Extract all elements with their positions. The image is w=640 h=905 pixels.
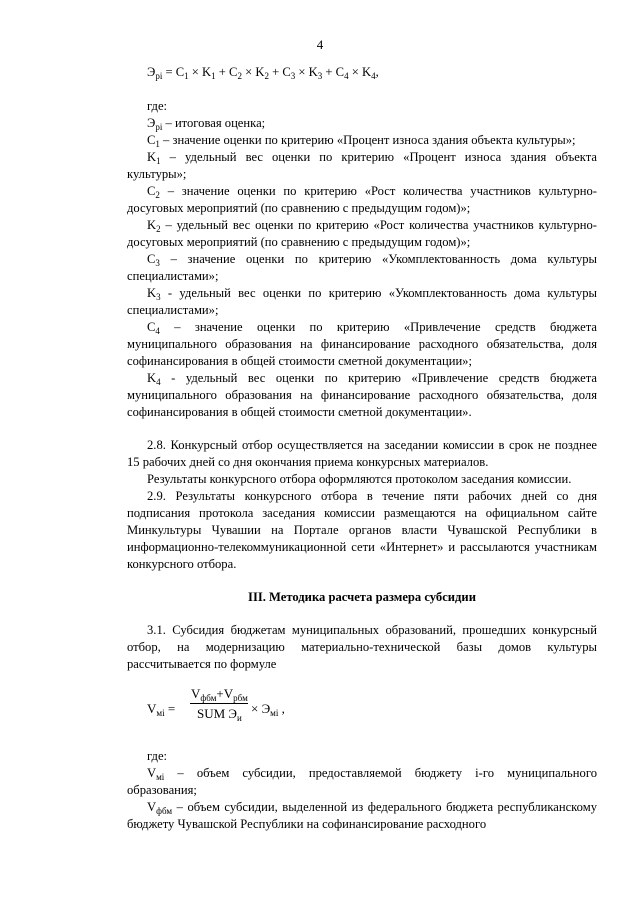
definition-item: $K_2$ – удельный вес оценки по критерию «Рост количества участников культурно-досуговых мероприятий (по сравнению с предыдущим годом)»; xyxy=(127,218,597,249)
definition-item: $C_2$ – значение оценки по критерию «Рост количества участников культурно-досуговых мероприятий (по сравнению с предыдущим годом)»; xyxy=(127,184,597,215)
definition-item: $K_3$ - удельный вес оценки по критерию «Укомплектованность дома культуры специалистами»; xyxy=(127,286,597,317)
formula-fraction xyxy=(189,685,250,722)
formula-numerator: $V_{фбм}+V_{рбм}$ xyxy=(191,686,248,703)
definition-item: $C_1$ – значение оценки по критерию «Процент износа здания объекта культуры»; xyxy=(147,133,576,149)
definition-item: $V_{фбм}$ – объем субсидии, выделенной из федерального бюджета республиканскому бюджету Чувашской Республики на софинансирование расходного xyxy=(127,800,597,831)
paragraph-2-9: 2.9. Результаты конкурсного отбора в течение пяти рабочих дней со дня подписания протокола заседания комиссии размещаются на официальном сайте Минкультуры Чувашии на Портале органов власти Чувашской Республики в информационно-телекоммуникационной сети «Интернет» и рассылаются участникам конкурсного отбора. xyxy=(127,489,597,571)
paragraph-3-1: 3.1. Субсидия бюджетам муниципальных образований, прошедших конкурсный отбор, на модернизацию материально-технической базы домов культуры рассчитывается по формуле xyxy=(127,623,597,671)
where-label: где: xyxy=(147,99,168,113)
formula-rhs: × $Э_{мi}$ , xyxy=(251,701,285,718)
definition-item: $K_1$ – удельный вес оценки по критерию «Процент износа здания объекта культуры»; xyxy=(127,150,597,181)
definition-item: $C_4$ – значение оценки по критерию «Привлечение средств бюджета муниципального образования на финансирование расходного обязательства, доля софинансирования в общей стоимости сметной документации»; xyxy=(127,320,597,368)
where-label-2: где: xyxy=(147,749,168,763)
section-heading: III. Методика расчета размера субсидии xyxy=(248,590,476,604)
definition-item: $Э_{рi}$ – итоговая оценка; xyxy=(147,116,266,132)
document-body xyxy=(127,56,597,833)
formula-lhs: $V_{мi}$ = xyxy=(147,701,176,718)
formula-denominator: SUM $Э_и$ xyxy=(197,706,242,723)
definition-item: $V_{мi}$ – объем субсидии, предоставляемой бюджету i-го муниципального образования; xyxy=(127,766,597,797)
definition-item: $C_3$ – значение оценки по критерию «Укомплектованность дома культуры специалистами»; xyxy=(127,252,597,283)
page-number: 4 xyxy=(316,37,324,52)
subsidy-formula xyxy=(147,685,597,731)
total-score-equation: $Э_{рi} = C_1 \times K_1 + C_2 \times K_2 + C_3 \times K_3 + C_4 \times K_4$, xyxy=(147,65,379,81)
definition-item: $K_4$ - удельный вес оценки по критерию «Привлечение средств бюджета муниципального образования на финансирование расходного обязательства, доля софинансирования в общей стоимости сметной документации». xyxy=(127,371,597,419)
paragraph-2-8: 2.8. Конкурсный отбор осуществляется на заседании комиссии в срок не позднее 15 рабочих дней со дня окончания приема конкурсных материалов. xyxy=(127,438,597,469)
paragraph-2-8-results: Результаты конкурсного отбора оформляются протоколом заседания комиссии. xyxy=(147,472,572,486)
